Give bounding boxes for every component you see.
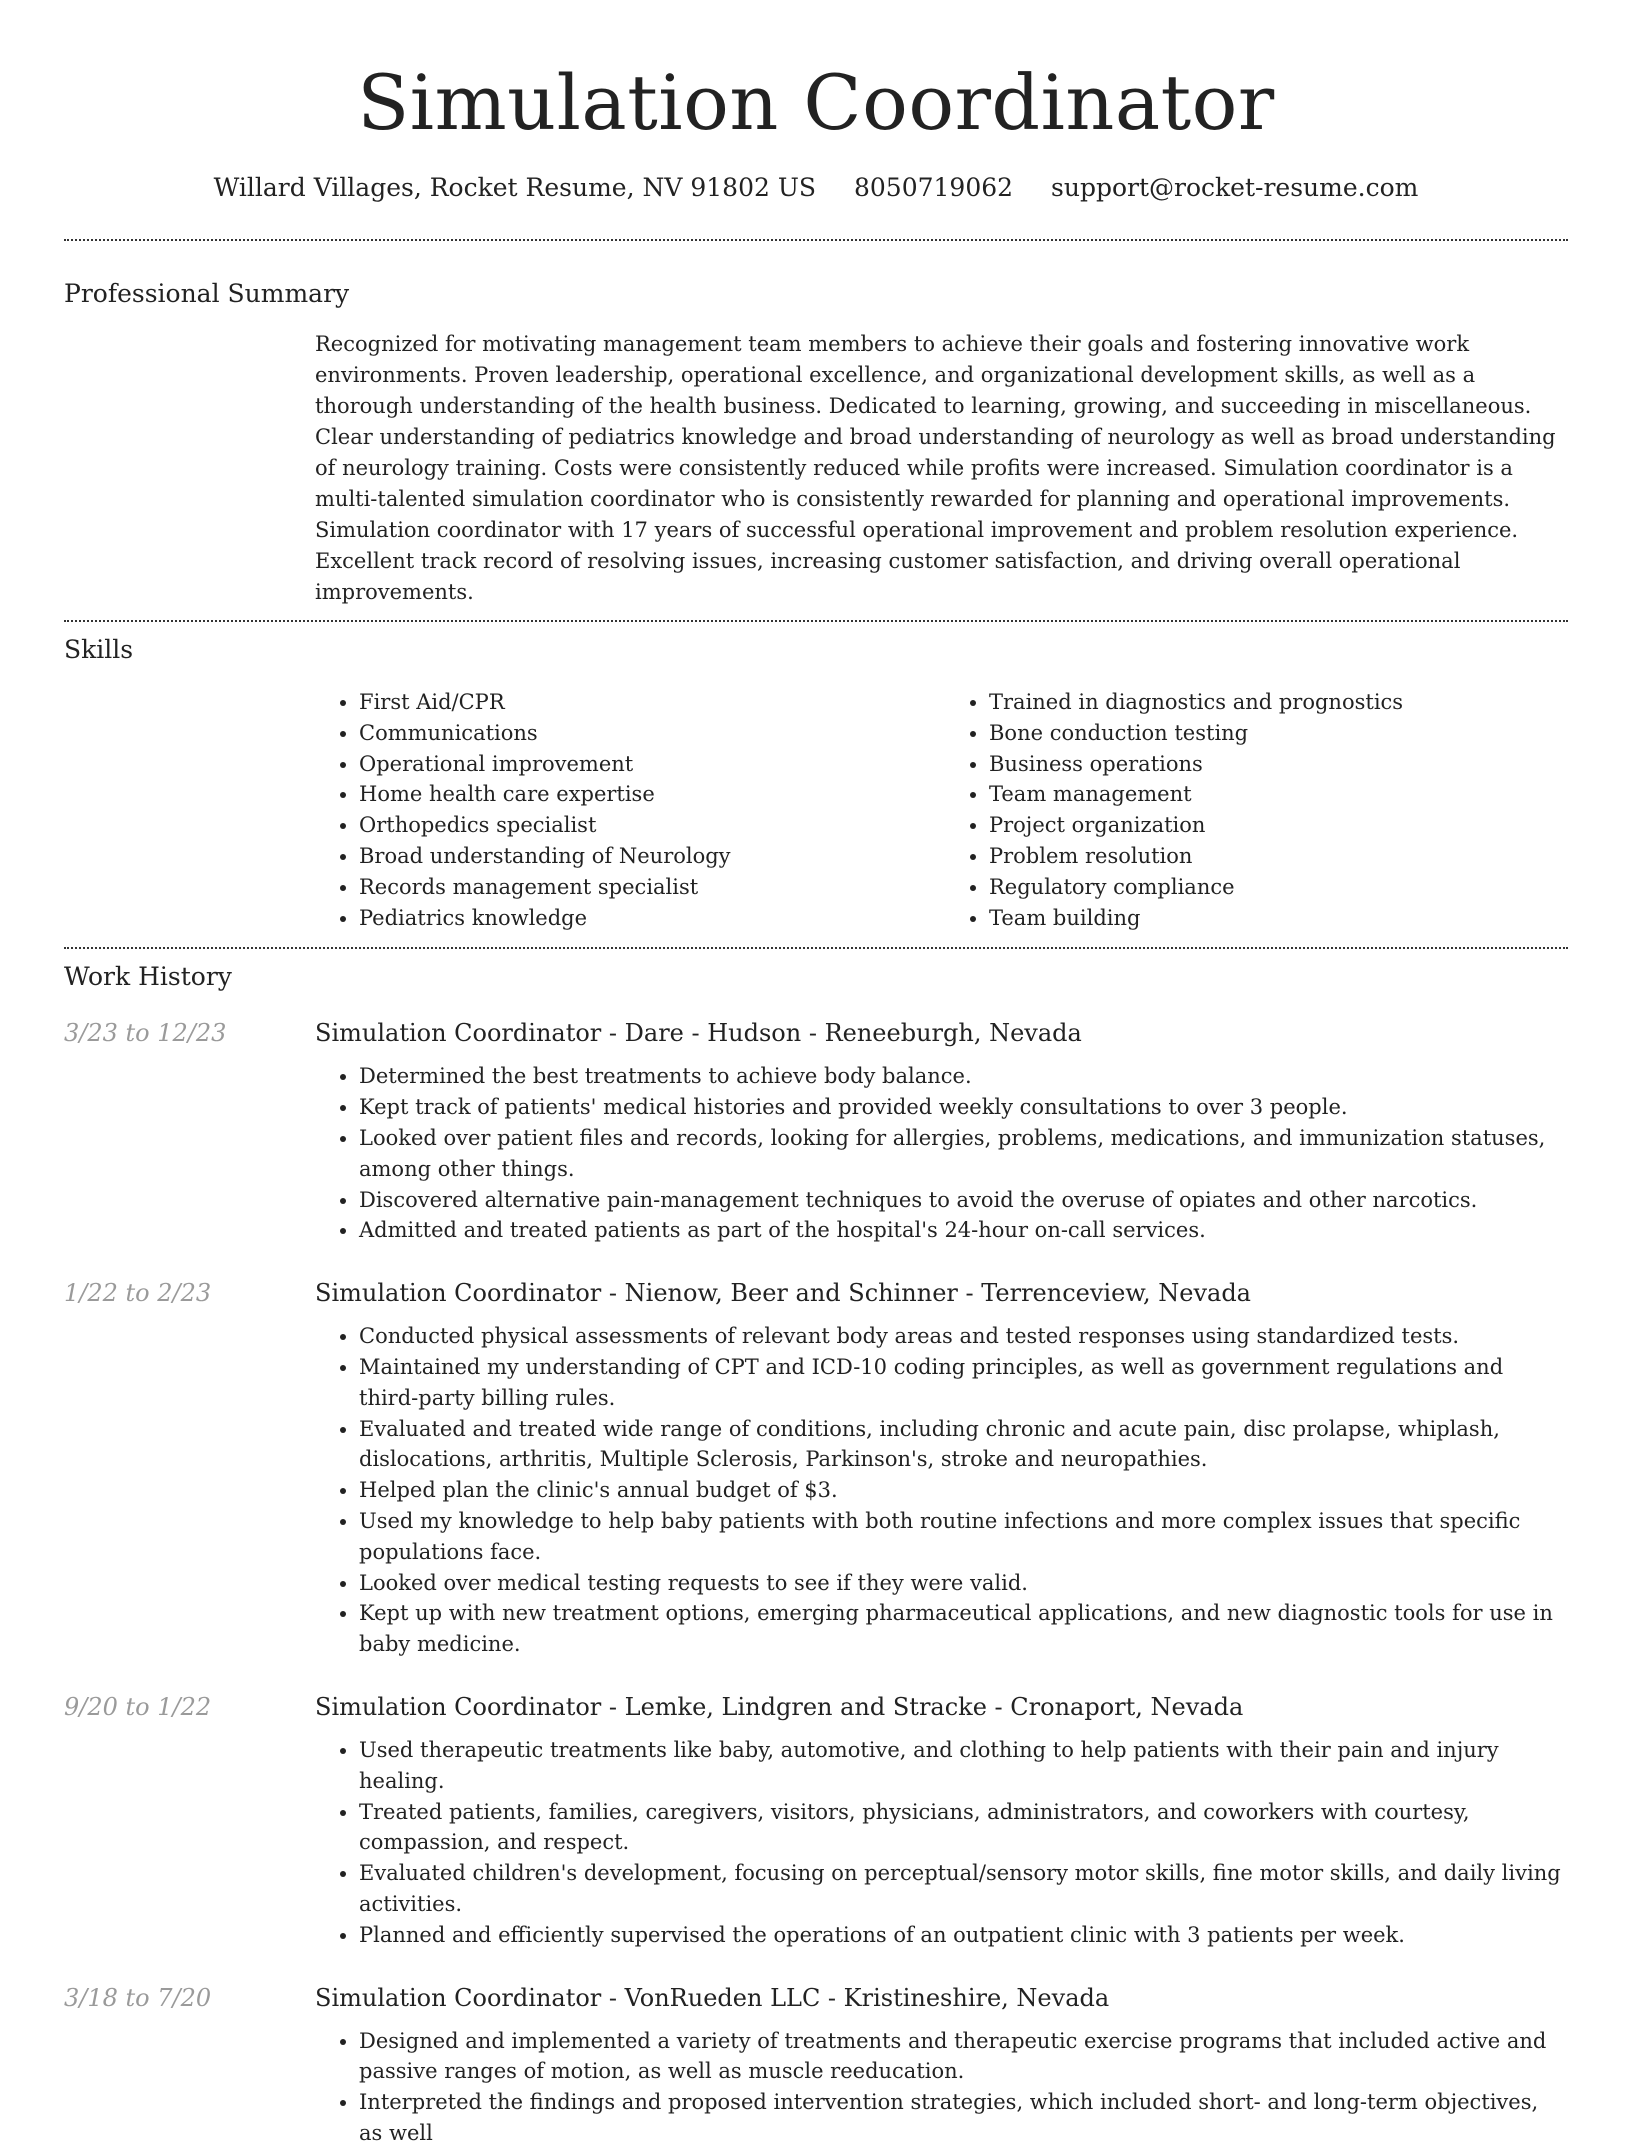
job-bullet: • Conducted physical assessments of relevant body areas and tested responses using standardized tests. [359,1321,1568,1352]
skill-item: • Trained in diagnostics and prognostics [989,687,1559,718]
skill-item: • Project organization [989,810,1559,841]
skill-item: • Operational improvement [359,749,929,780]
job-bullet: • Admitted and treated patients as part of the hospital's 24-hour on-call services. [359,1215,1568,1246]
skill-item: • Records management specialist [359,872,929,903]
job-entry [64,1276,1568,1660]
job-bullet: • Interpreted the findings and proposed intervention strategies, which included short- and long-term objectives, as well [359,2087,1568,2149]
job-entry [64,1690,1568,1951]
job-bullet: • Used therapeutic treatments like baby, automotive, and clothing to help patients with their pain and injury healing. [359,1735,1568,1797]
job-bullet: • Looked over patient files and records, looking for allergies, problems, medications, and immunization statuses, among other things. [359,1123,1568,1185]
job-bullet: • Designed and implemented a variety of treatments and therapeutic exercise programs that included active and passive ranges of motion, as well as muscle reeducation. [359,2026,1568,2088]
skill-item: • Problem resolution [989,841,1559,872]
job-bullet: • Maintained my understanding of CPT and ICD-10 coding principles, as well as government regulations and third-party billing rules. [359,1352,1568,1414]
contact-email[interactable]: support@rocket-resume.com [1051,173,1419,202]
job-bullet: • Discovered alternative pain-management techniques to avoid the overuse of opiates and other narcotics. [359,1185,1568,1216]
job-heading: Simulation Coordinator - Nienow, Beer and Schinner - Terrenceview, Nevada [315,1279,1251,1308]
skills-section [64,633,1568,933]
job-heading: Simulation Coordinator - Dare - Hudson - Reneeburgh, Nevada [315,1019,1082,1048]
skills-list-right [929,687,1559,933]
job-dates: 9/20 to 1/22 [64,1692,212,1721]
candidate-name: Simulation Coordinator [357,58,1275,147]
job-entry [64,1016,1568,1246]
skill-item: • Pediatrics knowledge [359,903,929,934]
header-divider [64,239,1568,241]
skill-item: • Regulatory compliance [989,872,1559,903]
job-bullet: • Evaluated children's development, focusing on perceptual/sensory motor skills, fine motor skills, and daily living activities. [359,1858,1568,1920]
skill-item: • Orthopedics specialist [359,810,929,841]
job-dates: 1/22 to 2/23 [64,1279,212,1308]
job-bullet: • Determined the best treatments to achieve body balance. [359,1061,1568,1092]
job-bullet: • Evaluated and treated wide range of conditions, including chronic and acute pain, disc prolapse, whiplash, dislocations, arthritis, Multiple Sclerosis, Parkinson's, stroke and neuropathies. [359,1414,1568,1476]
job-bullet: • Kept track of patients' medical histories and provided weekly consultations to over 3 people. [359,1092,1568,1123]
skill-item: • First Aid/CPR [359,687,929,718]
job-dates: 3/23 to 12/23 [64,1019,227,1048]
job-bullet: • Planned and efficiently supervised the operations of an outpatient clinic with 3 patients per week. [359,1920,1568,1951]
contact-line [64,171,1568,205]
contact-phone: 8050719062 [854,173,1014,202]
job-bullets [315,1321,1568,1660]
skill-item: • Business operations [989,749,1559,780]
summary-divider [64,620,1568,622]
job-bullet: • Kept up with new treatment options, emerging pharmaceutical applications, and new diagnostic tools for use in baby medicine. [359,1598,1568,1660]
skill-item: • Home health care expertise [359,779,929,810]
skills-heading: Skills [64,635,134,664]
job-bullet: • Helped plan the clinic's annual budget of $3. [359,1475,1568,1506]
job-bullet: • Looked over medical testing requests to see if they were valid. [359,1568,1568,1599]
skill-item: • Team management [989,779,1559,810]
summary-section [64,277,1568,608]
job-bullet: • Treated patients, families, caregivers, visitors, physicians, administrators, and coworkers with courtesy, compassion, and respect. [359,1797,1568,1859]
skill-item: • Team building [989,903,1559,934]
job-bullets [315,1061,1568,1246]
job-dates: 3/18 to 7/20 [64,1983,212,2012]
job-heading: Simulation Coordinator - VonRueden LLC - Kristineshire, Nevada [315,1983,1110,2012]
skills-divider [64,947,1568,949]
work-heading: Work History [64,962,232,992]
job-bullets [315,1735,1568,1951]
skill-item: • Broad understanding of Neurology [359,841,929,872]
contact-address: Willard Villages, Rocket Resume, NV 91802 US [213,173,817,202]
skills-list-left [315,687,929,933]
job-bullet: • Used my knowledge to help baby patients with both routine infections and more complex issues that specific populations face. [359,1506,1568,1568]
summary-heading: Professional Summary [64,279,350,308]
skill-item: • Bone conduction testing [989,718,1559,749]
job-heading: Simulation Coordinator - Lemke, Lindgren and Stracke - Cronaport, Nevada [315,1692,1244,1721]
summary-text: Recognized for motivating management team members to achieve their goals and fostering innovative work environments. Proven leadership, operational excellence, and organizational development skills, as well as a thorough understanding of the health business. Dedicated to learning, growing, and succeeding in miscellaneous. Clear understanding of pediatrics knowledge and broad understanding of neurology as well as broad understanding of neurology training. Costs were consistently reduced while profits were increased. Simulation coordinator is a multi-talented simulation coordinator who is consistently rewarded for planning and operational improvements. Simulation coordinator with 17 years of successful operational improvement and problem resolution experience. Excellent track record of resolving issues, increasing customer satisfaction, and driving overall operational improvements. [315,332,1556,604]
job-entry [64,1981,1568,2149]
skill-item: • Communications [359,718,929,749]
job-bullets [315,2026,1568,2149]
work-section [64,960,1568,2148]
resume-page [64,0,1568,2149]
